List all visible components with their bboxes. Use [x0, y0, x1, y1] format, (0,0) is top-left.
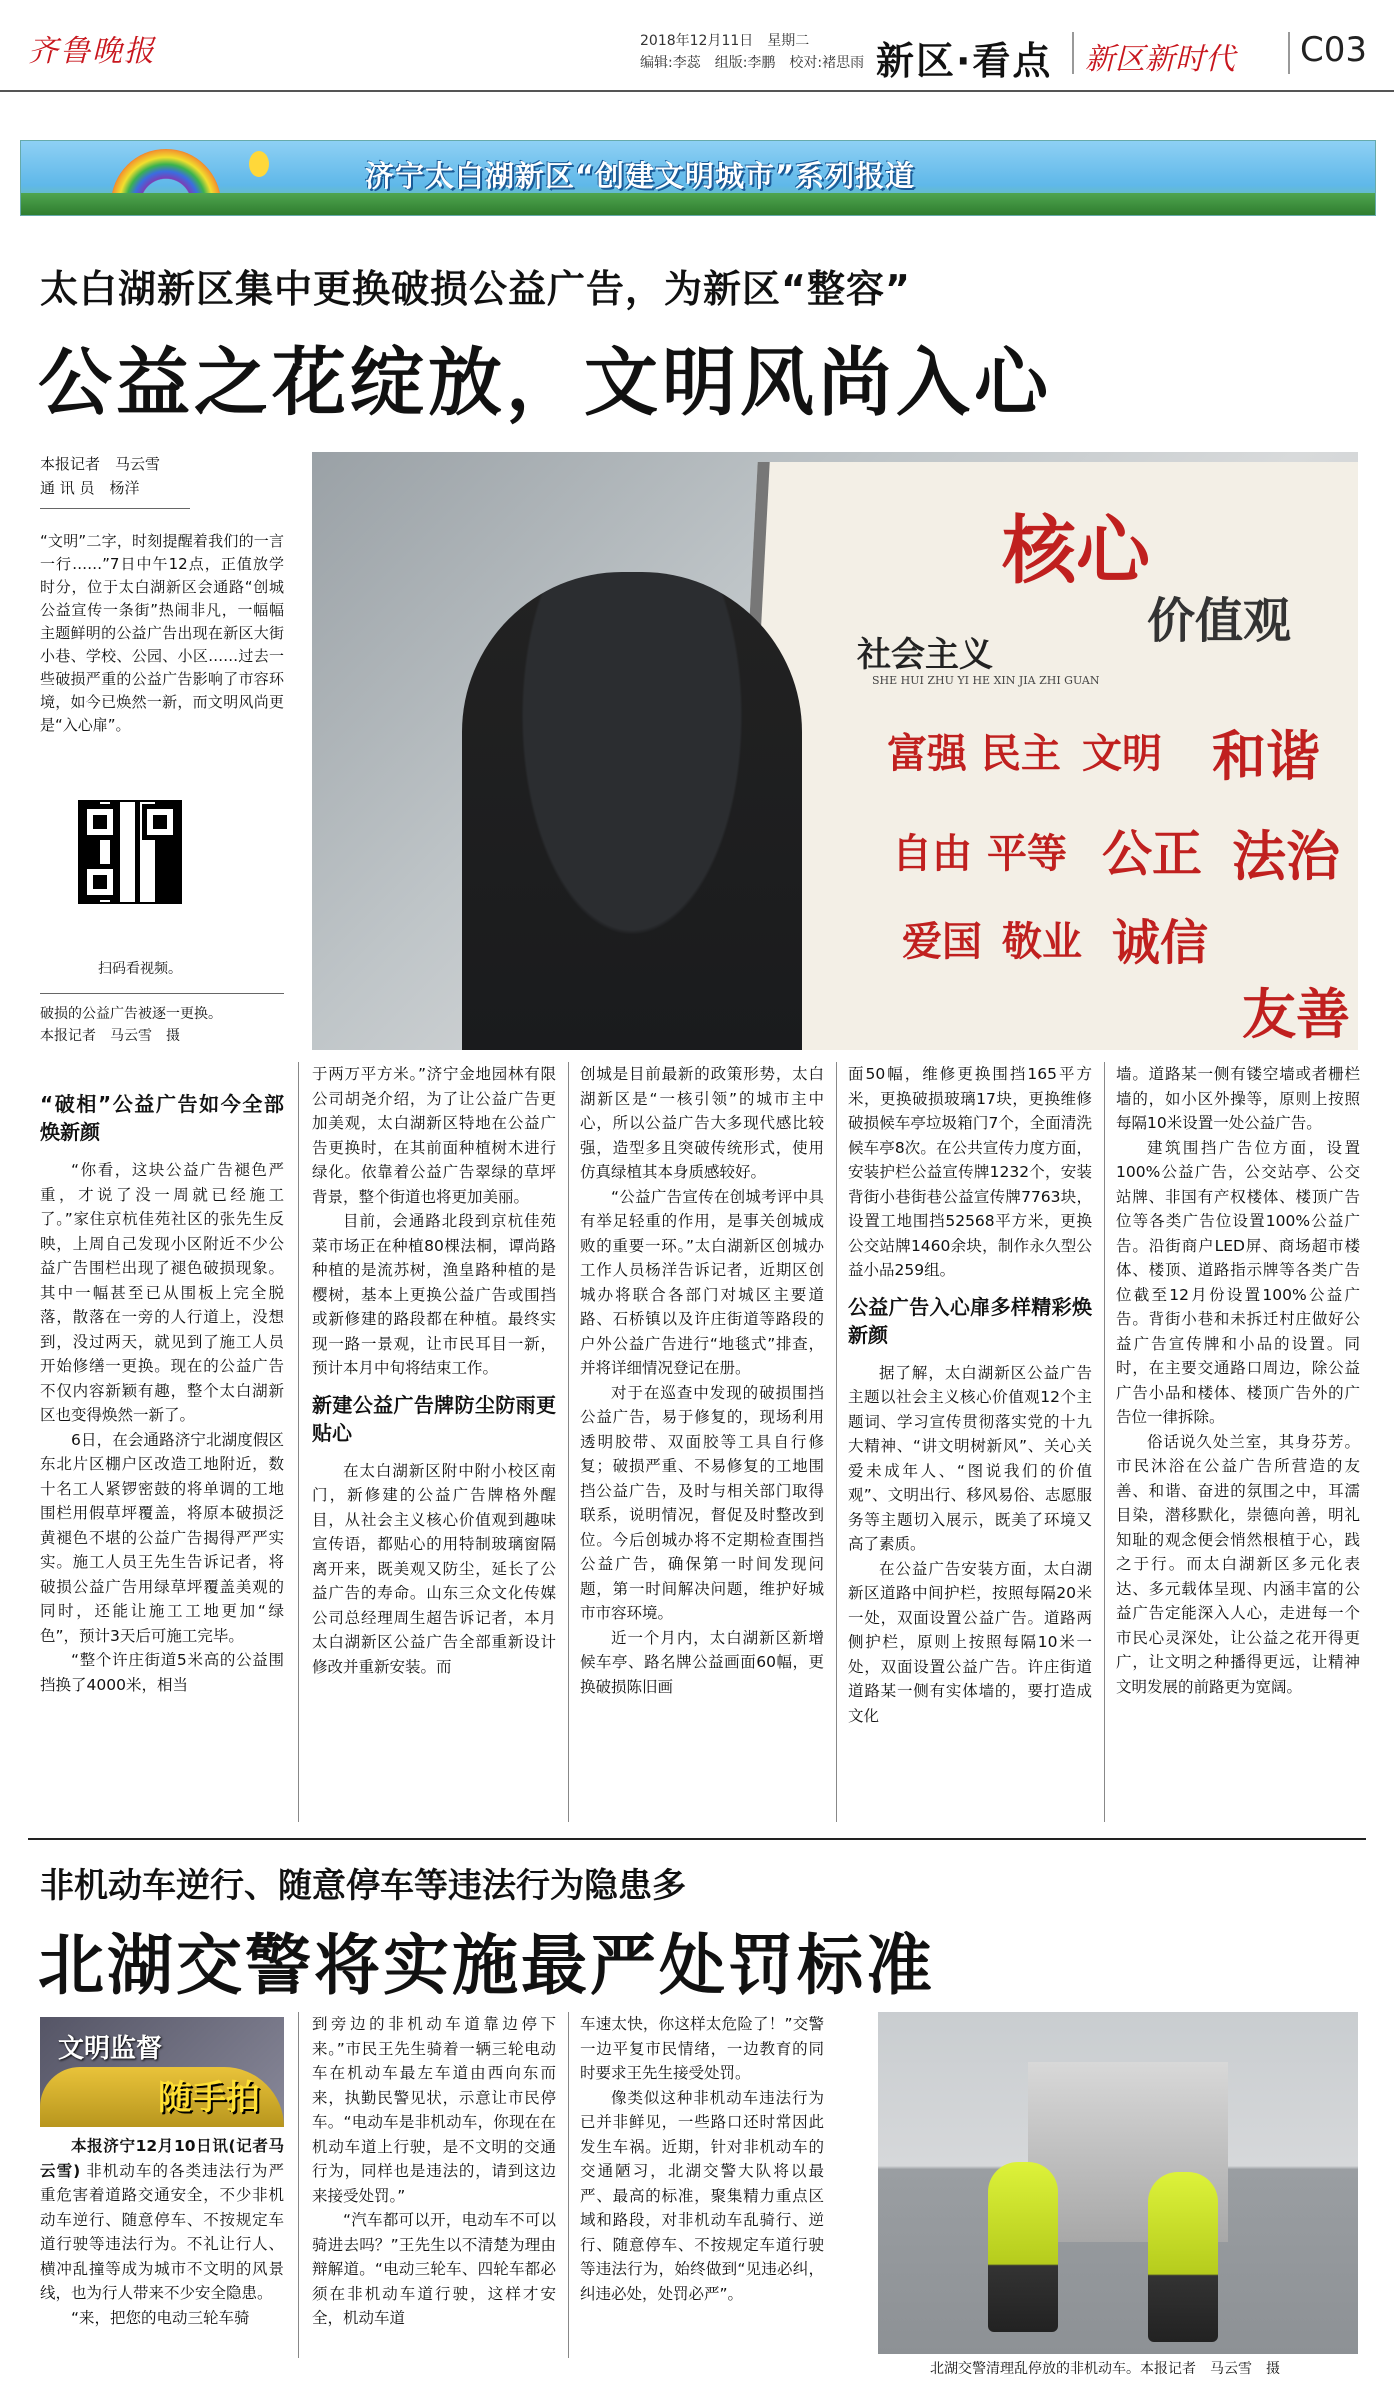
- article1-column-1: [40, 1080, 284, 1697]
- photo1-credit: 本报记者 马云雪 摄: [40, 1028, 180, 1044]
- police-officer-figure: [1148, 2172, 1218, 2342]
- poster-pinyin: SHE HUI ZHU YI HE XIN JIA ZHI GUAN: [872, 674, 1100, 687]
- column-rule: [1104, 1062, 1105, 1822]
- police-officer-figure: [988, 2162, 1058, 2332]
- paragraph: 车速太快，你这样太危险了！”交警一边平复市民情绪，一边教育的同时要求王先生接受处罚。: [580, 2015, 824, 2082]
- paragraph: 创城是目前最新的政策形势，太白湖新区是“一核引领”的城市主中心，所以公益广告大多现代感比较强，造型多且突破传统形式，使用仿真绿植其本身质感较好。: [580, 1065, 824, 1181]
- paragraph: 目前，会通路北段到京杭佳苑菜市场正在种植80棵法桐，谭尚路种植的是流苏树，渔皇路种植的是樱树，基本上更换公益广告或围挡或新修建的路段都在种植。最终实现一路一景观，让市民耳目一新，预计本月中旬将结束工作。: [312, 1212, 556, 1377]
- badge-title: 文明监督: [58, 2034, 163, 2064]
- column-rule: [298, 1062, 299, 1822]
- article2-title: 北湖交警将实施最严处罚标准: [38, 1927, 935, 2004]
- balloon-icon: [249, 151, 269, 177]
- poster-word: 友善: [1242, 982, 1350, 1046]
- paragraph: 对于在巡查中发现的破损围挡公益广告，易于修复的，现场利用透明胶带、双面胶等工具自行修复；破损严重、不易修复的工地围挡公益广告，及时与相关部门取得联系，说明情况，督促及时整改到位。今后创城办将不定期检查围挡公益广告，确保第一时间发现问题，第一时间解决问题，维护好城市市容环境。: [580, 1383, 824, 1622]
- paragraph: “公益广告宣传在创城考评中具有举足轻重的作用，是事关创城成败的重要一环。”太白湖新区创城办工作人员杨洋告诉记者，近期区创城办将联合各部门对城区主要道路、石桥镇以及许庄街道等路段的户外公益广告进行“地毯式”排查，并将详细情况登记在册。: [580, 1187, 824, 1377]
- lead-text: 非机动车的各类违法行为严重危害着道路交通安全，不少非机动车逆行、随意停车、不按规定车道行驶等违法行为。不礼让行人、横冲乱撞等成为城市不文明的风景线，也为行人带来不少安全隐患。: [40, 2161, 284, 2302]
- qr-caption: 扫码看视频。: [98, 961, 182, 977]
- correspondent-credit: 通 讯 员 杨洋: [40, 479, 140, 497]
- section-title: 新区·看点: [876, 39, 1053, 83]
- poster-header: 社会主义: [857, 635, 993, 675]
- article1-column-2: [312, 1062, 556, 1679]
- column-rule: [568, 2012, 569, 2358]
- dateline: 本报济宁12月10日讯(记者马云雪): [40, 2137, 284, 2180]
- column-rule: [836, 1062, 837, 1822]
- article2-column-2: [312, 2012, 556, 2331]
- article1-lede: “文明”二字，时刻提醒着我们的一言一行……”7日中午12点，正值放学时分，位于太白湖新区会通路“创城公益宣传一条街”热闹非凡，一幅幅主题鲜明的公益广告出现在新区大街小巷、学校、公园、小区……过去一些破损严重的公益广告影响了市容环境，如今已焕然一新，而文明风尚更是“入心扉”。: [40, 532, 284, 734]
- subheading: “破相”公益广告如今全部焕新颜: [40, 1092, 284, 1144]
- article1-column-5: [1116, 1062, 1360, 1699]
- photo2-caption: 北湖交警清理乱停放的非机动车。本报记者 马云雪 摄: [930, 2361, 1280, 2377]
- reporter-credit: 本报记者 马云雪: [40, 455, 161, 473]
- poster-word: 法治: [1232, 824, 1340, 888]
- paragraph: 俗话说久处兰室，其身芬芳。市民沐浴在公益广告所营造的友善、和谐、奋进的氛围之中，耳濡目染，潜移默化，崇德向善，明礼知耻的观念便会悄然根植于心，践之于行。而太白湖新区多元化表达、多元载体呈现、内涵丰富的公益广告定能深入人心，走进每一个市民心灵深处，让公益之花开得更广，让文明之种播得更远，让精神文明发展的前路更为宽阔。: [1116, 1432, 1360, 1696]
- poster-word: 敬业: [1002, 918, 1082, 965]
- poster-values: 价值观: [1147, 593, 1292, 649]
- paragraph: 在太白湖新区附中附小校区南门，新修建的公益广告牌格外醒目，从社会主义核心价值观到趣味宣传语，都贴心的用特制玻璃窗隔离开来，既美观又防尘，延长了公益广告的寿命。山东三众文化传媒公司总经理周生超告诉记者，本月太白湖新区公益广告全部重新设计修改并重新安装。而: [312, 1461, 556, 1676]
- subheading: 新建公益广告牌防尘防雨更贴心: [312, 1392, 556, 1445]
- page-number: C03: [1300, 30, 1368, 70]
- paragraph: 于两万平方米。”济宁金地园林有限公司胡尧介绍，为了让公益广告更加美观，太白湖新区特地在公益广告更换时，在其前面种植树木进行绿化。依靠着公益广告翠绿的草坪背景，整个街道也将更加美丽。: [312, 1065, 556, 1206]
- paragraph: 墙。道路某一侧有镂空墙或者栅栏墙的，如小区外操等，原则上按照每隔10米设置一处公益广告。: [1116, 1065, 1360, 1132]
- paragraph: “整个许庄街道5米高的公益围挡换了4000米，相当: [40, 1651, 284, 1694]
- poster-word: 公正: [1102, 824, 1202, 883]
- subheading: 公益广告入心扉多样精彩焕新颜: [848, 1294, 1092, 1347]
- article1-byline: [40, 452, 160, 500]
- article1-column-4: [848, 1062, 1092, 1728]
- article1-subtitle: 太白湖新区集中更换破损公益广告，为新区“整容”: [40, 267, 911, 311]
- byline-rule: [40, 508, 190, 509]
- article2-subtitle: 非机动车逆行、随意停车等违法行为隐患多: [40, 1866, 686, 1906]
- poster-word: 和谐: [1212, 724, 1320, 788]
- column-rule: [568, 1062, 569, 1822]
- paragraph: “你看，这块公益广告褪色严重，才说了没一周就已经施工了。”家住京杭佳苑社区的张先生反映，上周自己发现小区附近不少公益广告围栏出现了褪色破损现象。其中一幅甚至已从围板上完全脱落，散落在一旁的人行道上，没想到，没过两天，就见到了施工人员开始修缮一更换。现在的公益广告不仅内容新颖有趣，整个太白湖新区也变得焕然一新了。: [40, 1161, 284, 1424]
- paragraph: 面50幅，维修更换围挡165平方米，更换破损玻璃17块，更换维修破损候车亭垃圾箱门7个，全面清洗候车亭8次。在公共宣传力度方面，安装护栏公益宣传牌1232个，安装背街小巷街巷公益宣传牌7763块，设置工地围挡52568平方米，更换公交站牌1460余块，制作永久型公益小品259组。: [848, 1065, 1092, 1279]
- qr-finder-icon: [82, 804, 118, 840]
- publication-info: [640, 30, 864, 74]
- paragraph: “来，把您的电动三轮车骑: [71, 2308, 250, 2327]
- article1-column-3: [580, 1062, 824, 1699]
- poster-word: 文明: [1082, 730, 1162, 777]
- section-slogan: 新区新时代: [1085, 42, 1235, 77]
- issue-date: 2018年12月11日 星期二: [640, 33, 810, 49]
- paragraph: “汽车都可以开，电动车不可以骑进去吗？”王先生以不清楚为理由辩解道。“电动三轮车、四轮车都必须在非机动车道行驶，这样才安全，机动车道: [312, 2211, 556, 2327]
- divider: [1288, 32, 1290, 74]
- worker-figure: [462, 572, 802, 1050]
- article-separator: [28, 1838, 1366, 1840]
- paragraph: 据了解，太白湖新区公益广告主题以社会主义核心价值观12个主题词、学习宣传贯彻落实党的十九大精神、“讲文明树新风”、关心关爱未成年人、“图说我们的价值观”、文明出行、移风易俗、志愿服务等主题切入展示，既美了环境又高了素质。: [848, 1363, 1092, 1553]
- poster-word: 诚信: [1112, 915, 1209, 971]
- qr-code[interactable]: [78, 800, 182, 904]
- qr-finder-icon: [82, 864, 118, 900]
- masthead-rule: [0, 90, 1394, 92]
- photo1-caption-text: 破损的公益广告被逐一更换。: [40, 1006, 222, 1022]
- paragraph: [40, 2134, 284, 2306]
- poster-word: 富强 民主: [887, 730, 1061, 777]
- caption-rule: [40, 993, 284, 994]
- grass-decoration: [21, 193, 1375, 215]
- poster-core: 核心: [1002, 508, 1150, 594]
- qr-finder-icon: [142, 804, 178, 840]
- poster-replacement-photo: [312, 452, 1358, 1050]
- badge-subtitle: 随手拍: [158, 2078, 260, 2118]
- paragraph: 像类似这种非机动车违法行为已并非鲜见，一些路口还时常因此发生车祸。近期，针对非机动车的交通陋习，北湖交警大队将以最严、最高的标准，聚集精力重点区域和路段，对非机动车乱骑行、逆行、随意停车、不按规定车道行驶等违法行为，始终做到“见违必纠，纠违必处，处罚必严”。: [580, 2088, 824, 2303]
- poster-word: 平等: [987, 830, 1067, 877]
- paragraph: 近一个月内，太白湖新区新增候车亭、路名牌公益画面60幅，更换破损陈旧画: [580, 1628, 824, 1696]
- column-rule: [298, 2012, 299, 2358]
- paragraph: 建筑围挡广告位方面，设置100%公益广告，公交站亭、公交站牌、非国有产权楼体、楼顶广告位等各类广告位设置100%公益广告。沿街商户LED屏、商场超市楼体、楼顶、道路指示牌等各类广告位截至12月份设置100%公益广告。背街小巷和未拆迁村庄做好公益广告宣传牌和小品的设置。同时，在主要交通路口周边，除公益广告小品和楼体、楼顶广告外的广告位一律拆除。: [1116, 1138, 1360, 1426]
- paragraph: 在公益广告安装方面，太白湖新区道路中间护栏，按照每隔20米一处，双面设置公益广告。道路两侧护栏，原则上按照每隔10米一处，双面设置公益广告。许庄街道道路某一侧有实体墙的，要打造成文化: [848, 1559, 1092, 1725]
- article1-title: 公益之花绽放，文明风尚入心: [38, 340, 1052, 426]
- paragraph: 到旁边的非机动车道靠边停下来。”市民王先生骑着一辆三轮电动车在机动车最左车道由西向东而来，执勤民警见状，示意让市民停车。“电动车是非机动车，你现在在机动车道上行驶，是不文明的交通行为，同样也是违法的，请到这边来接受处罚。”: [312, 2015, 556, 2205]
- editor-credits: 编辑:李蕊 组版:李鹏 校对:褚思雨: [640, 55, 865, 71]
- article2-column-1: [40, 2134, 284, 2330]
- banner-title: 济宁太白湖新区“创建文明城市”系列报道: [365, 159, 916, 193]
- newspaper-logo: 齐鲁晚报: [28, 34, 156, 69]
- paragraph: 6日，在会通路济宁北湖度假区东北片区棚户区改造工地附近，数十名工人紧锣密鼓的将单调的工地围栏用假草坪覆盖，将原本破损泛黄褪色不堪的公益广告揭得严严实实。施工人员王先生告诉记者，将破损公益广告用绿草坪覆盖美观的同时，还能让施工工地更加“绿色”，预计3天后可施工完毕。: [40, 1430, 284, 1645]
- divider: [1072, 32, 1074, 74]
- photo1-caption: [40, 1003, 222, 1047]
- article2-column-3: [580, 2012, 824, 2306]
- poster-word: 自由: [892, 830, 972, 877]
- poster-word: 爱国: [902, 918, 982, 965]
- traffic-police-photo: [878, 2012, 1358, 2354]
